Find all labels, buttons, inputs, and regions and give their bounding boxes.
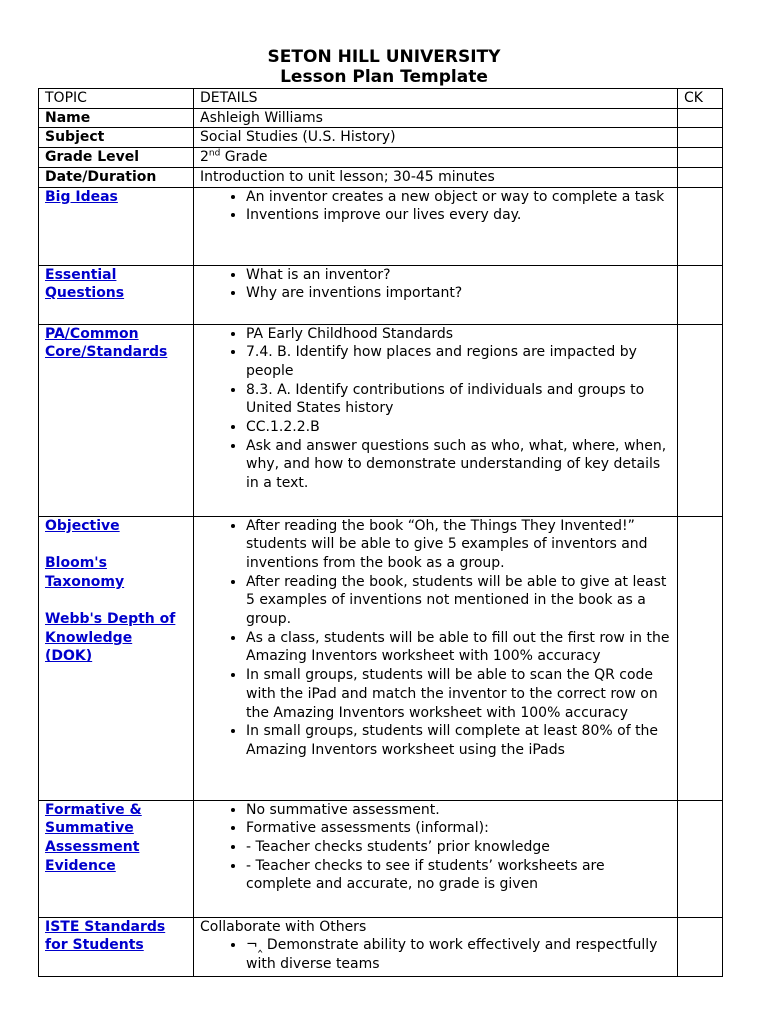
blooms-taxonomy-link[interactable] xyxy=(45,554,187,591)
link-line: Essential xyxy=(45,266,117,283)
list-item: • What is an inventor? xyxy=(246,266,671,285)
ck-cell xyxy=(678,917,723,976)
list-item: • Inventions improve our lives every day. xyxy=(246,206,671,225)
list-item: • - Teacher checks to see if students’ worksheets are complete and accurate, no grade is given xyxy=(246,857,671,894)
big-ideas-details xyxy=(194,187,678,265)
big-ideas-label-cell xyxy=(39,187,194,265)
name-label: Name xyxy=(39,108,194,128)
link-line: Assessment xyxy=(45,838,140,855)
list-item: • In small groups, students will complete at least 80% of the Amazing Inventors worksheet using the iPads xyxy=(246,722,671,759)
list-item: • In small groups, students will be able to scan the QR code with the iPad and match the inventor to the correct row on the Amazing Inventors worksheet with 100% accuracy xyxy=(246,666,671,722)
list-item: • CC.1.2.2.B xyxy=(246,418,671,437)
ck-cell xyxy=(678,265,723,324)
university-title: SETON HILL UNIVERSITY xyxy=(267,47,501,67)
essential-list xyxy=(200,266,671,303)
standards-label-cell xyxy=(39,324,194,516)
ck-header: CK xyxy=(678,89,723,109)
ck-cell xyxy=(678,128,723,148)
list-item: • As a class, students will be able to fill out the first row in the Amazing Inventors worksheet with 100% accuracy xyxy=(246,629,671,666)
grade-number: 2 xyxy=(200,149,209,166)
name-value: Ashleigh Williams xyxy=(194,108,678,128)
subject-row xyxy=(39,128,723,148)
big-ideas-row xyxy=(39,187,723,265)
assessment-list xyxy=(200,801,671,895)
assessment-evidence-link[interactable] xyxy=(45,801,187,876)
iste-row xyxy=(39,917,723,976)
link-line: Formative & xyxy=(45,801,142,818)
duration-value: Introduction to unit lesson; 30-45 minutes xyxy=(194,167,678,187)
list-item: • After reading the book, students will be able to give at least 5 examples of inventions not mentioned in the book as a group. xyxy=(246,573,671,629)
iste-list xyxy=(200,936,671,973)
link-line: PA/Common xyxy=(45,325,139,342)
link-line: Bloom's xyxy=(45,554,107,571)
ck-cell xyxy=(678,187,723,265)
link-line: Webb's Depth of xyxy=(45,611,176,627)
list-item: • After reading the book “Oh, the Things They Invented!” students will be able to give 5 examples of inventors and inventions from the book as a group. xyxy=(246,517,671,573)
list-item: • No summative assessment. xyxy=(246,801,671,820)
list-item: • Ask and answer questions such as who, what, where, when, why, and how to demonstrate understanding of key details in a text. xyxy=(246,437,671,493)
link-line: ISTE Standards xyxy=(45,918,166,935)
big-ideas-list xyxy=(200,188,671,225)
iste-details xyxy=(194,917,678,976)
ck-cell xyxy=(678,167,723,187)
link-line: Core/Standards xyxy=(45,344,168,361)
big-ideas-link[interactable]: Big Ideas xyxy=(45,188,118,205)
ck-cell xyxy=(678,324,723,516)
standards-row xyxy=(39,324,723,516)
list-item: • ¬‸ Demonstrate ability to work effectively and respectfully with diverse teams xyxy=(246,936,671,973)
assessment-label-cell xyxy=(39,800,194,917)
iste-standards-link[interactable] xyxy=(45,918,187,955)
header-row xyxy=(39,89,723,109)
ck-cell xyxy=(678,148,723,168)
objective-list xyxy=(200,517,671,760)
essential-questions-row xyxy=(39,265,723,324)
grade-word: Grade xyxy=(220,149,268,166)
ck-cell xyxy=(678,108,723,128)
essential-details xyxy=(194,265,678,324)
iste-intro: Collaborate with Others xyxy=(200,918,367,935)
list-item: • PA Early Childhood Standards xyxy=(246,325,671,344)
subject-label: Subject xyxy=(39,128,194,148)
assessment-details xyxy=(194,800,678,917)
duration-label: Date/Duration xyxy=(39,167,194,187)
lesson-plan-table xyxy=(38,88,723,977)
details-header: DETAILS xyxy=(194,89,678,109)
list-item: • 7.4. B. Identify how places and regions are impacted by people xyxy=(246,343,671,380)
list-item: • Formative assessments (informal): xyxy=(246,819,671,838)
link-line: Evidence xyxy=(45,857,116,874)
essential-questions-link[interactable] xyxy=(45,266,187,303)
link-line: Knowledge xyxy=(45,629,133,646)
grade-label: Grade Level xyxy=(39,148,194,168)
essential-label-cell xyxy=(39,265,194,324)
objective-label-cell xyxy=(39,516,194,800)
objective-row xyxy=(39,516,723,800)
grade-row xyxy=(39,148,723,168)
grade-value xyxy=(194,148,678,168)
objective-link[interactable]: Objective xyxy=(45,517,120,534)
link-line: for Students xyxy=(45,937,144,954)
ck-cell xyxy=(678,516,723,800)
name-row xyxy=(39,108,723,128)
standards-details xyxy=(194,324,678,516)
list-item: • An inventor creates a new object or way to complete a task xyxy=(246,188,671,207)
list-item: • 8.3. A. Identify contributions of individuals and groups to United States history xyxy=(246,381,671,418)
ck-cell xyxy=(678,800,723,917)
standards-list xyxy=(200,325,671,493)
assessment-row xyxy=(39,800,723,917)
link-line: (DOK) xyxy=(45,648,93,665)
duration-row xyxy=(39,167,723,187)
iste-label-cell xyxy=(39,917,194,976)
webbs-dok-link[interactable] xyxy=(45,610,187,666)
link-line: Taxonomy xyxy=(45,573,125,590)
list-item: • - Teacher checks students’ prior knowledge xyxy=(246,838,671,857)
list-item: • Why are inventions important? xyxy=(246,284,671,303)
topic-header: TOPIC xyxy=(39,89,194,109)
standards-link[interactable] xyxy=(45,325,187,362)
template-title: Lesson Plan Template xyxy=(280,67,488,87)
link-line: Summative xyxy=(45,820,134,837)
subject-value: Social Studies (U.S. History) xyxy=(194,128,678,148)
grade-suffix: nd xyxy=(208,148,221,159)
objective-details xyxy=(194,516,678,800)
link-line: Questions xyxy=(45,285,125,302)
